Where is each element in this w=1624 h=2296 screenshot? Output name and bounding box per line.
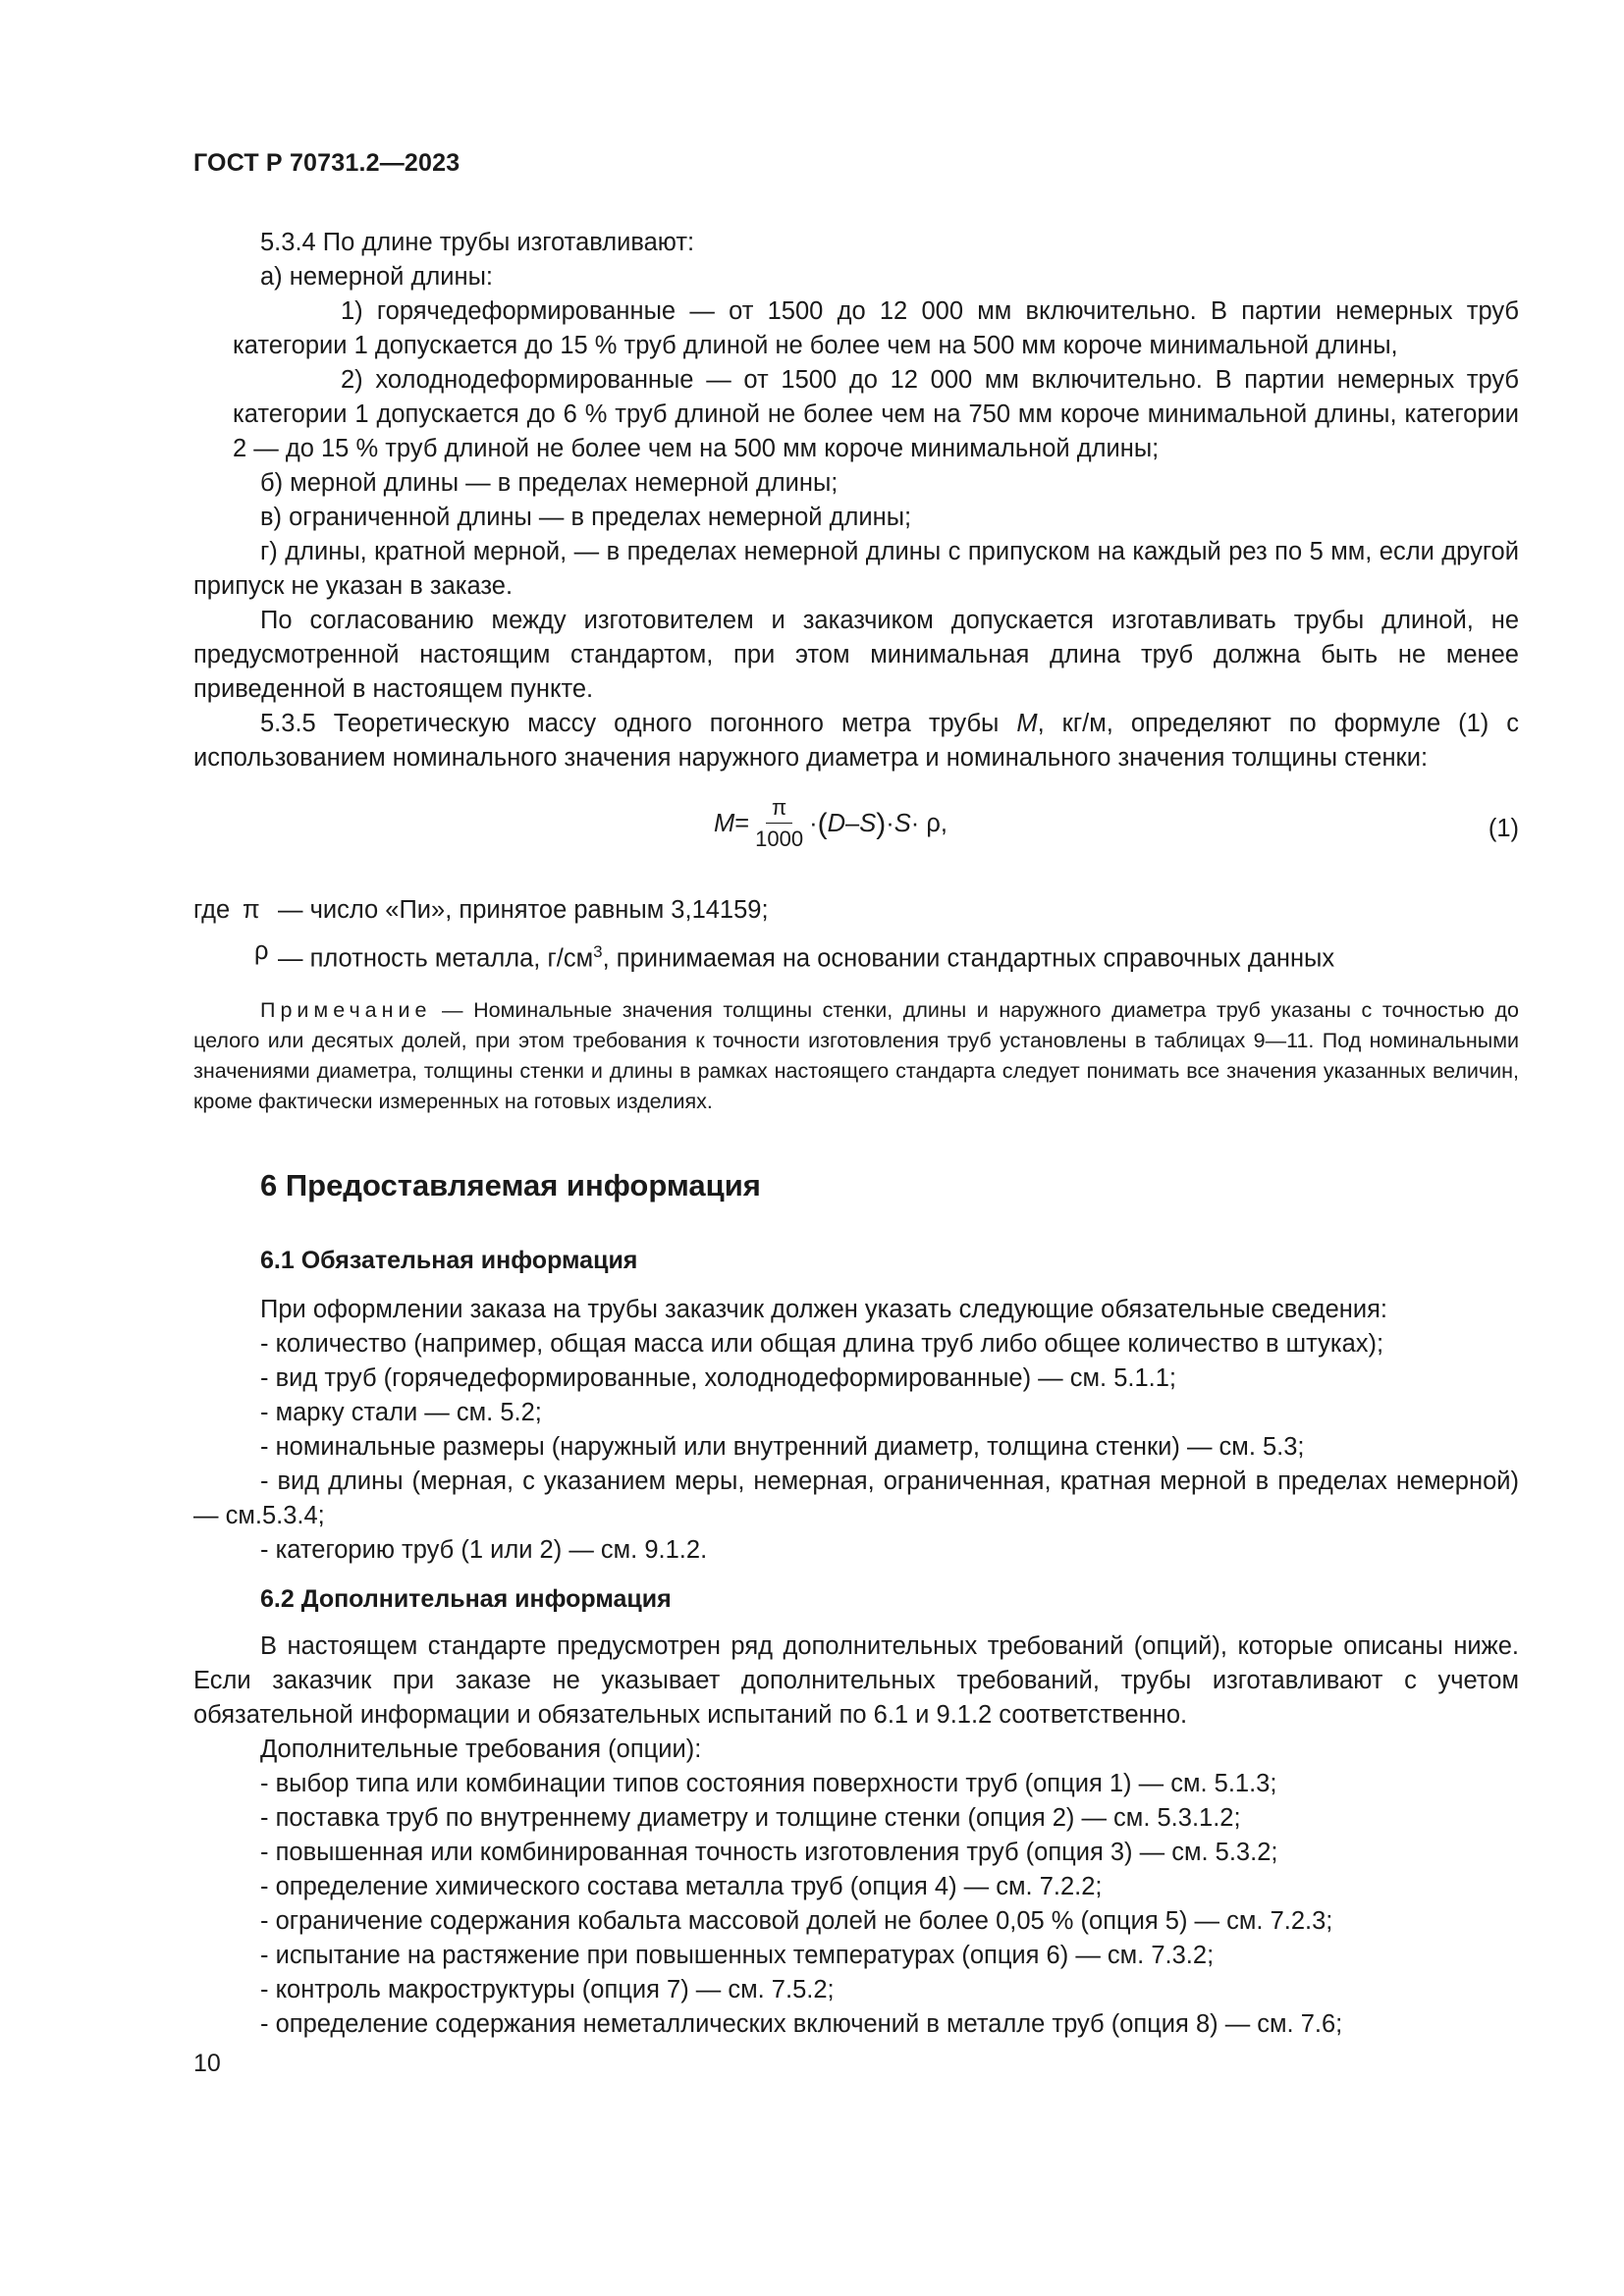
clause-item-g: г) длины, кратной мерной, — в пределах немерной длины с припуском на каждый рез по 5 мм, если другой припуск не указан в заказе.: [193, 538, 1519, 600]
clause-5-3-4-intro: 5.3.4 По длине трубы изготавливают:: [260, 229, 695, 256]
list-item: - категорию труб (1 или 2) — см. 9.1.2.: [260, 1536, 708, 1564]
list-item: - номинальные размеры (наружный или внутренний диаметр, толщина стенки) — см. 5.3;: [260, 1433, 1305, 1461]
note-paragraph: Примечание — Номинальные значения толщины стенки, длины и наружного диаметра труб указаны с точностью до целого или десятых долей, при этом требования к точности изготовления труб установлены в таблицах 9—11. Под номинальными значениями диаметра, толщины стенки и длины в рамках настоящего стандарта следует понимать все значения указанных величин, кроме фактически измеренных на готовых изделиях.: [193, 998, 1519, 1113]
formula-legend: [193, 893, 1519, 976]
legend-rho: ρ — плотность металла, $г/см^3$, принимаемая на основании стандартных справочных данных: [254, 937, 1335, 973]
list-item: - повышенная или комбинированная точность изготовления труб (опция 3) — см. 5.3.2;: [260, 1839, 1278, 1866]
list-item: - количество (например, общая масса или общая длина труб либо общее количество в штуках);: [260, 1330, 1384, 1358]
list-item: - вид длины (мерная, с указанием меры, немерная, ограниченная, кратная мерной в пределах немерной) — см.5.3.4;: [193, 1468, 1519, 1529]
page-content: [193, 226, 1519, 2042]
legend-pi: где π — число «Пи», принятое равным 3,14159;: [193, 896, 769, 924]
subsection-6-1-title: 6.1 Обязательная информация: [260, 1247, 638, 1274]
subsection-6-2-intro: В настоящем стандарте предусмотрен ряд дополнительных требований (опций), которые описаны ниже. Если заказчик при заказе не указывает дополнительных требований, трубы изготавливают с учетом обязательной информации и обязательных испытаний по 6.1 и 9.1.2 соответственно.: [193, 1632, 1519, 1729]
page-number: 10: [193, 2050, 221, 2077]
clause-agreement: По согласованию между изготовителем и заказчиком допускается изготавливать трубы длиной, не предусмотренной настоящим стандартом, при этом минимальная длина труб должна быть не менее приведенной в настоящем пункте.: [193, 607, 1519, 703]
list-item: - определение содержания неметаллических включений в металле труб (опция 8) — см. 7.6;: [260, 2010, 1343, 2038]
list-item: - определение химического состава металла труб (опция 4) — см. 7.2.2;: [260, 1873, 1103, 1900]
subsection-6-1-intro: При оформлении заказа на трубы заказчик должен указать следующие обязательные сведения:: [260, 1296, 1387, 1323]
note-label: Примечание: [260, 998, 432, 1022]
clause-item-v: в) ограниченной длины — в пределах немерной длины;: [260, 504, 912, 531]
formula-1: [193, 787, 1519, 876]
standard-header: ГОСТ Р 70731.2—2023: [193, 149, 460, 177]
clause-item-a2: 2) холоднодеформированные — от 1500 до 12 000 мм включительно. В партии немерных труб категории 1 допускается до 6 % труб длиной не более чем на 750 мм короче минимальной длины, категории 2 — до 15 % труб длиной не более чем на 500 мм короче минимальной длины;: [233, 366, 1519, 462]
clause-5-3-5: 5.3.5 Теоретическую массу одного погонного метра трубы M, кг/м, определяют по формуле (1) с использованием номинального значения наружного диаметра и номинального значения толщины стенки:: [193, 710, 1519, 772]
list-item: - контроль макроструктуры (опция 7) — см. 7.5.2;: [260, 1976, 835, 2003]
list-item: - поставка труб по внутреннему диаметру и толщине стенки (опция 2) — см. 5.3.1.2;: [260, 1804, 1241, 1832]
formula-fraction: $\frac{\pi}{1000}$: [755, 795, 804, 851]
clause-item-a: а) немерной длины:: [260, 263, 494, 291]
formula-expression: M = $\frac{\pi}{1000}$ · ( D – S ) · S · ρ,: [714, 795, 947, 851]
section-6-title: 6 Предоставляемая информация: [260, 1168, 761, 1202]
list-item: - марку стали — см. 5.2;: [260, 1399, 542, 1426]
list-item: - выбор типа или комбинации типов состояния поверхности труб (опция 1) — см. 5.1.3;: [260, 1770, 1277, 1797]
clause-item-b: б) мерной длины — в пределах немерной длины;: [260, 469, 839, 497]
list-item: - ограничение содержания кобальта массовой долей не более 0,05 % (опция 5) — см. 7.2.3;: [260, 1907, 1333, 1935]
clause-item-a1: 1) горячедеформированные — от 1500 до 12 000 мм включительно. В партии немерных труб категории 1 допускается до 15 % труб длиной не более чем на 500 мм короче минимальной длины,: [233, 297, 1519, 359]
subsection-6-2-title: 6.2 Дополнительная информация: [260, 1585, 672, 1613]
subsection-6-2-subheading: Дополнительные требования (опции):: [260, 1735, 702, 1763]
formula-number: (1): [1488, 815, 1519, 842]
list-item: - испытание на растяжение при повышенных температурах (опция 6) — см. 7.3.2;: [260, 1942, 1215, 1969]
list-item: - вид труб (горячедеформированные, холоднодеформированные) — см. 5.1.1;: [260, 1364, 1177, 1392]
